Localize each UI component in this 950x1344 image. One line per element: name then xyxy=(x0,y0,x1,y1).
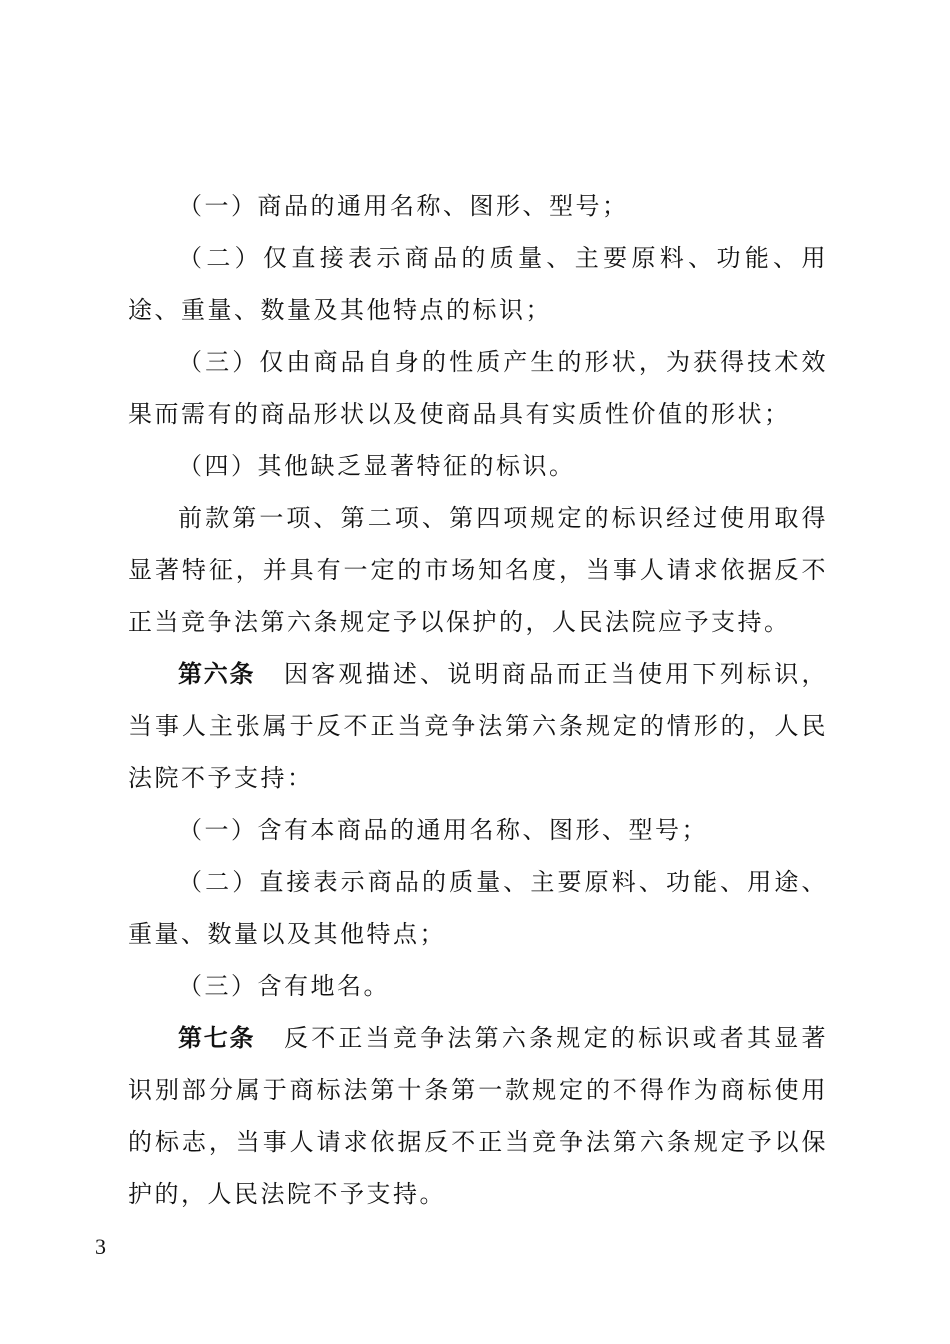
article-7-text: 反不正当竞争法第六条规定的标识或者其显著识别部分属于商标法第十条第一款规定的不得作为商标使用的标志，当事人请求依据反不正当竞争法第六条规定予以保护的，人民法院不予支持。 xyxy=(128,1024,828,1208)
paragraph-item-4: （四）其他缺乏显著特征的标识。 xyxy=(178,452,576,480)
paragraph-item-3: （三）仅由商品自身的性质产生的形状，为获得技术效果而需有的商品形状以及使商品具有实质性价值的形状； xyxy=(128,348,828,428)
paragraph-item-1: （一）商品的通用名称、图形、型号； xyxy=(178,192,629,220)
article-6-text: 因客观描述、说明商品而正当使用下列标识，当事人主张属于反不正当竞争法第六条规定的情形的，人民法院不予支持： xyxy=(128,660,828,792)
article-7 xyxy=(128,1012,828,1220)
document-body xyxy=(128,180,828,1220)
article-6-item-2: （二）直接表示商品的质量、主要原料、功能、用途、重量、数量以及其他特点； xyxy=(128,868,828,948)
article-7-heading: 第七条 xyxy=(178,1023,256,1052)
paragraph-item-2: （二）仅直接表示商品的质量、主要原料、功能、用途、重量、数量及其他特点的标识； xyxy=(128,244,828,324)
article-6 xyxy=(128,648,828,804)
page-number: 3 xyxy=(95,1234,106,1259)
article-6-heading: 第六条 xyxy=(178,659,256,688)
article-6-item-1: （一）含有本商品的通用名称、图形、型号； xyxy=(178,816,708,844)
article-6-item-3: （三）含有地名。 xyxy=(178,972,390,1000)
paragraph-proviso: 前款第一项、第二项、第四项规定的标识经过使用取得显著特征，并具有一定的市场知名度，当事人请求依据反不正当竞争法第六条规定予以保护的，人民法院应予支持。 xyxy=(128,504,828,636)
